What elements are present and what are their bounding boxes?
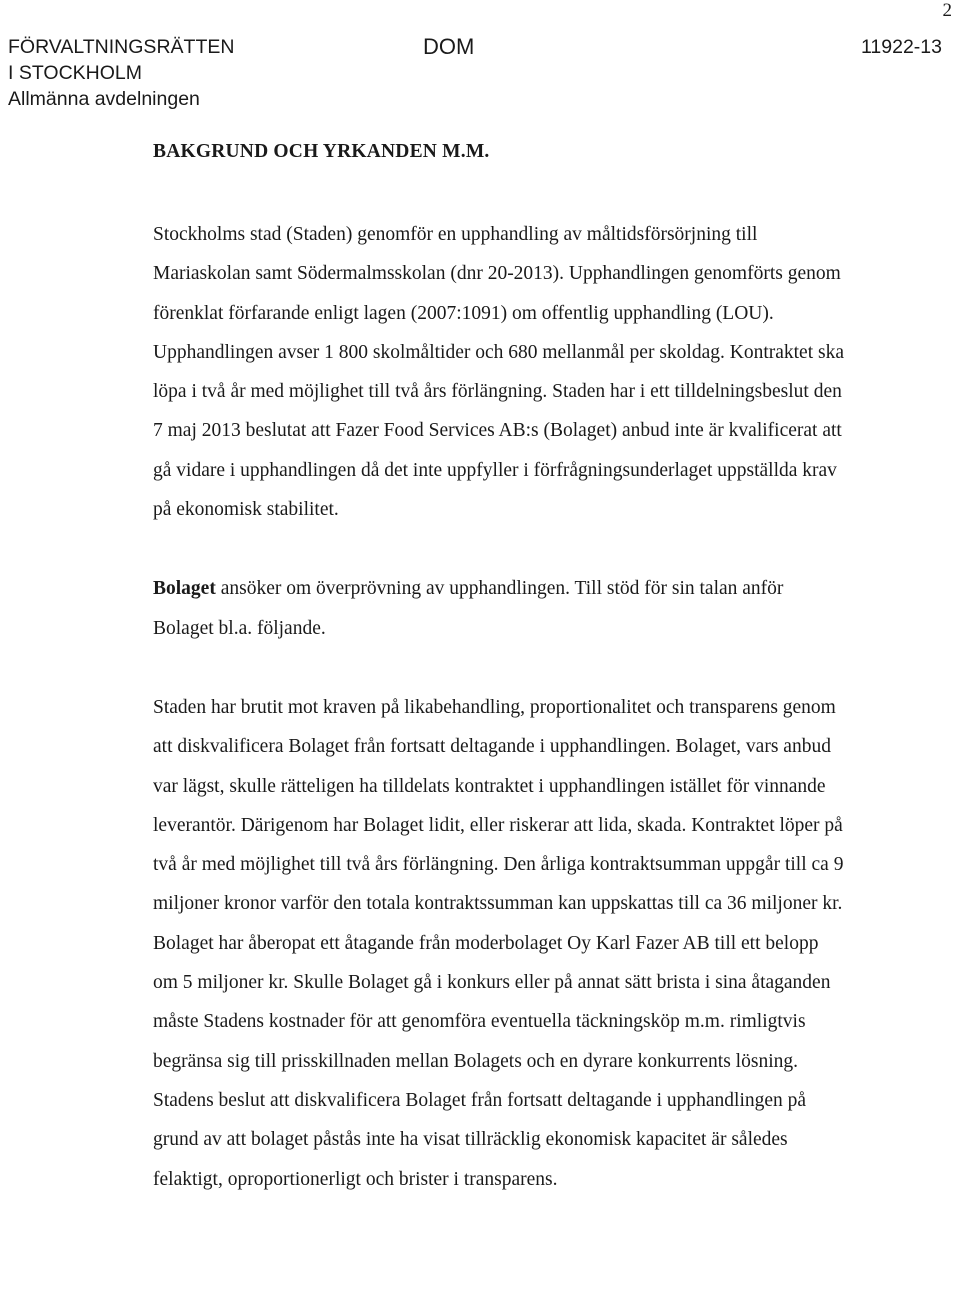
court-division: Allmänna avdelningen [8, 88, 200, 110]
court-name-line2: I STOCKHOLM [8, 62, 142, 84]
page-number: 2 [942, 0, 952, 21]
paragraph-arguments: Staden har brutit mot kraven på likabehandling, proportionalitet och transparens genom att diskvalificera Bolaget från fortsatt deltagande i upphandlingen. Bolaget, vars anbud var lägst, skulle rätteligen ha tilldelats kontraktet i upphandlingen istället för vinnande leverantör. Därigenom har Bolaget lidit, eller riskerar att lida, skada. Kontraktet löper på två år med möjlighet till två års förlängning. Den årliga kontraktsumman uppgår till ca 9 miljoner kronor varför den totala kontraktssumman kan uppskattas till ca 36 miljoner kr. Bolaget har åberopat ett åtagande från moderbolaget Oy Karl Fazer AB till ett belopp om 5 miljoner kr. Skulle Bolaget gå i konkurs eller på annat sätt brista i sina åtaganden måste Stadens kostnader för att genomföra eventuella täckningsköp m.m. rimligtvis begränsa sig till prisskillnaden mellan Bolagets och en dyrare konkurrents lösning. Stadens beslut att diskvalificera Bolaget från fortsatt deltagande i upphandlingen på grund av att bolaget påstås inte ha visat tillräcklig ekonomisk kapacitet är således felaktigt, oproportionerligt och brister i transparens. [153, 696, 844, 1190]
court-name-line1: FÖRVALTNINGSRÄTTEN [8, 36, 235, 58]
paragraph-background: Stockholms stad (Staden) genomför en upphandling av måltidsförsörjning till Mariaskolan samt Södermalmsskolan (dnr 20-2013). Upphandlingen genomförts genom förenklat förfarande enligt lagen (2007:1091) om offentlig upphandling (LOU). Upphandlingen avser 1 800 skolmåltider och 680 mellanmål per skoldag. Kontraktet ska löpa i två år med möjlighet till två års förlängning. Staden har i ett tilldelningsbeslut den 7 maj 2013 beslutat att Fazer Food Services AB:s (Bolaget) anbud inte är kvalificerat att gå vidare i upphandlingen då det inte uppfyller i förfrågningsunderlaget uppställda krav på ekonomisk stabilitet. [153, 224, 845, 521]
document-type: DOM [423, 34, 475, 59]
party-name: Bolaget [153, 578, 216, 600]
document-body [153, 139, 848, 1239]
section-heading: BAKGRUND OCH YRKANDEN M.M. [153, 141, 490, 162]
case-number: 11922-13 [861, 36, 942, 58]
paragraph-application-text: ansöker om överprövning av upphandlingen. Till stöd för sin talan anför Bolaget bl.a. följande. [153, 578, 784, 639]
court-header [8, 34, 234, 112]
paragraph-application [153, 569, 848, 648]
